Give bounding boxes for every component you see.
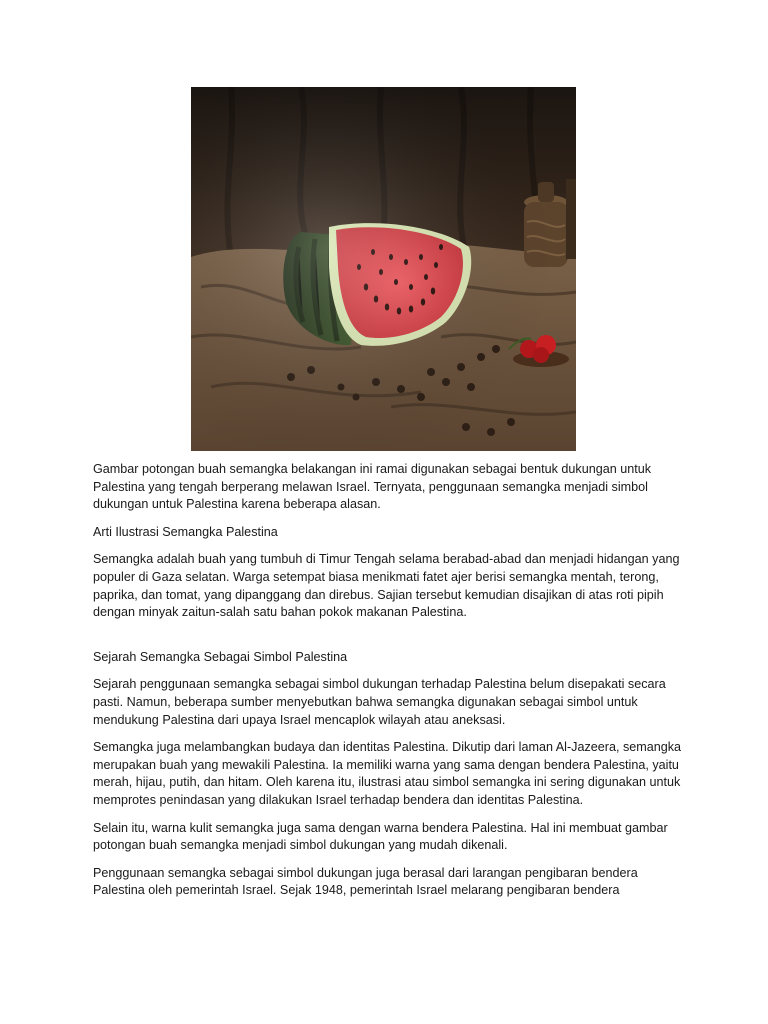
paragraph-sejarah-1: Sejarah penggunaan semangka sebagai simbol dukungan terhadap Palestina belum disepakati secara pasti. Namun, beberapa sumber menyebutkan bahwa semangka digunakan sebagai simbol untuk mendukung Palestina dari upaya Israel mencaplok wilayah atau aneksasi. (93, 677, 666, 727)
paragraph-sejarah-2: Semangka juga melambangkan budaya dan identitas Palestina. Dikutip dari laman Al-Jazeera, semangka merupakan buah yang mewakili Palestina. Ia memiliki warna yang sama dengan bendera Palestina, yaitu merah, hijau, putih, dan hitam. Oleh karena itu, ilustrasi atau simbol semangka ini sering digunakan untuk memprotes penindasan yang dilakukan Israel terhadap bendera dan identitas Palestina. (93, 740, 682, 807)
paragraph-sejarah-3: Selain itu, warna kulit semangka juga sama dengan warna bendera Palestina. Hal ini membuat gambar potongan buah semangka menjadi simbol dukungan yang mudah dikenali. (93, 820, 668, 853)
paragraph-arti: Semangka adalah buah yang tumbuh di Timur Tengah selama berabad-abad dan menjadi hidangan yang populer di Gaza selatan. Warga setempat biasa menikmati fatet ajer berisi semangka mentah, terong, paprika, dan tomat, yang dipanggang dan direbus. Sajian tersebut kemudian disajikan di atas roti pipih dengan minyak zaitun-salah satu bahan pokok makanan Palestina. (93, 552, 680, 620)
intro-paragraph: Gambar potongan buah semangka belakangan ini ramai digunakan sebagai bentuk dukungan untuk Palestina yang tengah berperang melawan Israel. Ternyata, penggunaan semangka menjadi simbol dukungan untuk Palestina karena beberapa alasan. (93, 462, 652, 512)
section-heading-sejarah: Sejarah Semangka Sebagai Simbol Palestina (93, 649, 348, 664)
watermelon-photo (191, 87, 576, 451)
article-body (93, 461, 683, 910)
paragraph-sejarah-4: Penggunaan semangka sebagai simbol dukungan juga berasal dari larangan pengibaran bendera Palestina oleh pemerintah Israel. Sejak 1948, pemerintah Israel melarang pengibaran bendera (93, 865, 638, 898)
section-heading-arti: Arti Ilustrasi Semangka Palestina (93, 524, 278, 539)
watermelon-illustration (191, 87, 576, 451)
blank-line (93, 632, 683, 649)
